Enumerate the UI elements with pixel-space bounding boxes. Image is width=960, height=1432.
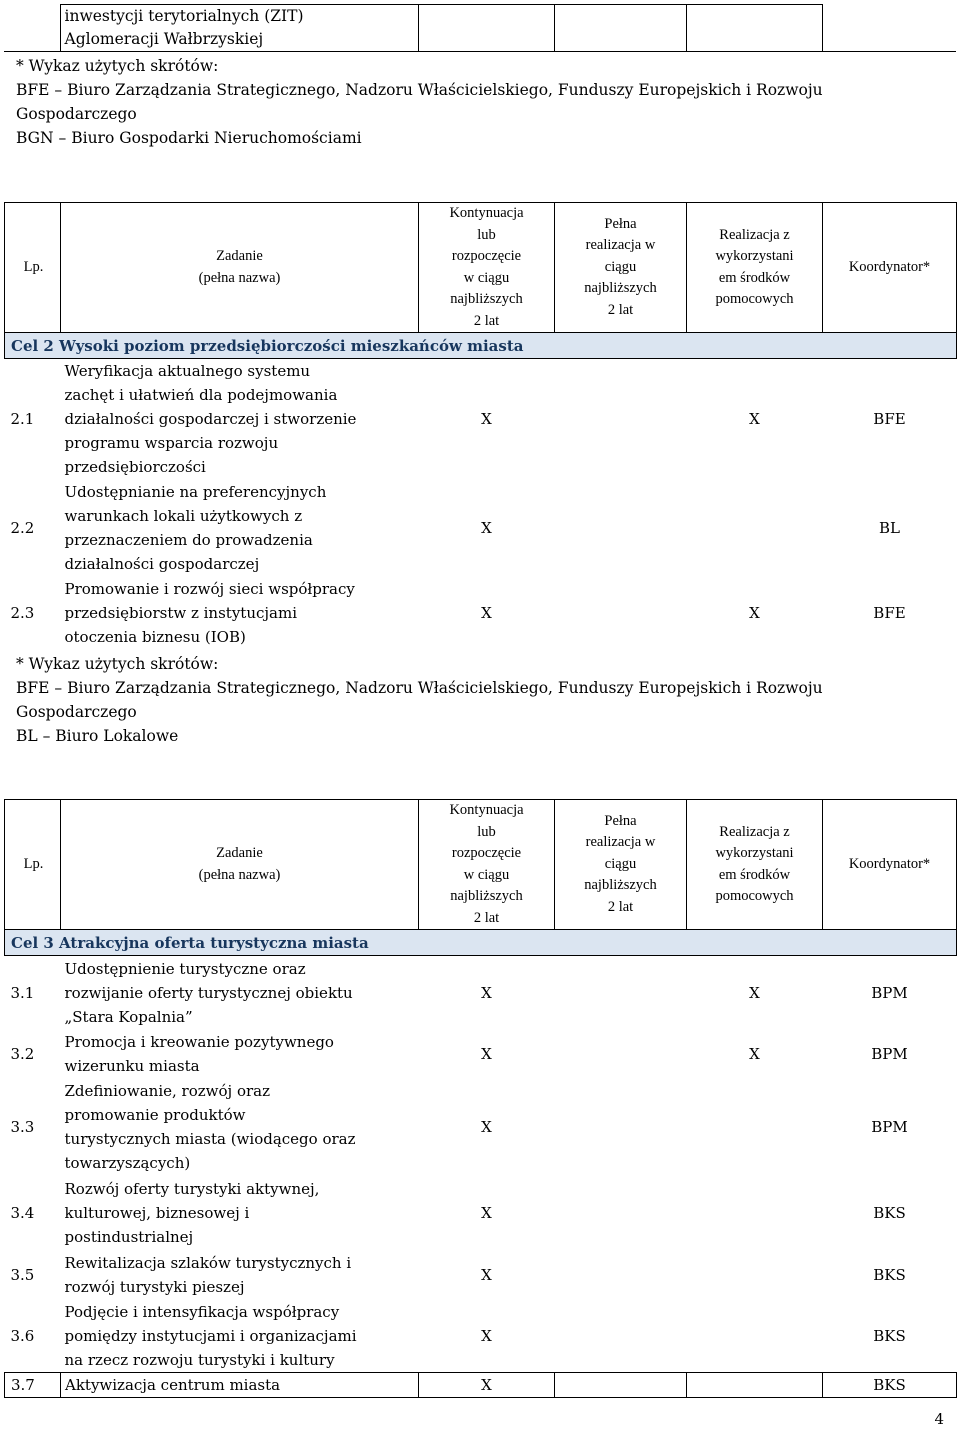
task-line: działalności gospodarczej	[64, 555, 260, 573]
goal-2-table	[4, 202, 957, 649]
table-row	[5, 1030, 957, 1078]
table-row	[5, 577, 957, 649]
row-coord: BKS	[823, 1372, 957, 1397]
task-line: zachęt i ułatwień dla podejmowania	[64, 386, 338, 404]
note-line: BFE – Biuro Zarządzania Strategicznego, Nadzoru Właścicielskiego, Funduszy Europejskich i Rozwoju	[16, 81, 823, 99]
task-line: Weryfikacja aktualnego systemu	[64, 362, 311, 380]
row-full	[555, 956, 687, 1030]
table-row	[5, 1078, 957, 1176]
row-coord: BPM	[871, 1117, 908, 1136]
goal-row	[5, 930, 957, 956]
note-line: Gospodarczego	[16, 105, 137, 123]
row-full	[555, 1078, 687, 1176]
task-line: rozwój turystyki pieszej	[64, 1277, 245, 1296]
row-task	[61, 956, 419, 1030]
col-full-line: najbliższych	[584, 280, 657, 297]
row-coord: BFE	[873, 410, 906, 428]
col-task	[61, 800, 419, 930]
col-aux-line: em środków	[718, 866, 791, 883]
table-row	[5, 1372, 957, 1397]
row-aux: X	[749, 983, 760, 1002]
table-row	[5, 1300, 957, 1373]
col-cont-line: 2 lat	[473, 909, 500, 926]
table-header	[5, 203, 957, 333]
col-task-line: (pełna nazwa)	[198, 269, 281, 286]
row-lp: 2.1	[10, 410, 35, 428]
col-cont-line: Kontynuacja	[449, 205, 524, 221]
col-cont-line: lub	[477, 823, 496, 840]
row-task	[61, 1250, 419, 1300]
col-aux-line: wykorzystani	[715, 248, 794, 264]
row-full	[555, 479, 687, 577]
row-coord: BKS	[873, 1265, 906, 1284]
row-coord: BL	[879, 519, 900, 537]
col-aux-line: Realizacja z	[719, 823, 790, 840]
task-line: postindustrialnej	[64, 1227, 194, 1246]
col-full-line: ciągu	[604, 258, 637, 275]
col-continuation	[419, 203, 555, 333]
row-task	[61, 1030, 419, 1078]
row-cont: X	[481, 1265, 492, 1284]
col-aid-funds	[687, 800, 823, 930]
row-full	[555, 1030, 687, 1078]
row-task	[61, 1300, 419, 1373]
col-cont-line: rozpoczęcie	[451, 248, 522, 264]
row-lp: 3.6	[10, 1326, 35, 1345]
col-aux-line: pomocowych	[715, 888, 794, 904]
task-line: przedsiębiorstw z instytucjami	[64, 604, 297, 622]
abbreviations-note-1	[16, 54, 946, 150]
col-lp: Lp.	[5, 203, 61, 333]
note-line: BGN – Biuro Gospodarki Nieruchomościami	[16, 129, 362, 147]
row-aux	[687, 1176, 823, 1250]
task-line: Promowanie i rozwój sieci współpracy	[64, 580, 355, 598]
col-lp: Lp.	[5, 800, 61, 930]
task-line: programu wsparcia rozwoju	[64, 434, 279, 452]
table-row	[5, 1250, 957, 1300]
col-cont-line: lub	[477, 226, 496, 243]
col-full-realization	[555, 800, 687, 930]
task-line: promowanie produktów	[64, 1105, 246, 1124]
page-number: 4	[934, 1410, 944, 1428]
row-cont: X	[481, 519, 492, 537]
row-aux	[687, 1078, 823, 1176]
col-task-line: Zadanie	[216, 845, 263, 861]
row-cont: X	[481, 1044, 492, 1063]
task-line: Rozwój oferty turystyki aktywnej,	[64, 1179, 320, 1198]
row-aux	[687, 1372, 823, 1397]
row-lp: 2.2	[10, 519, 35, 537]
task-line: przeznaczeniem do prowadzenia	[64, 531, 313, 549]
col-aux-line: em środków	[718, 269, 791, 286]
note-line: Gospodarczego	[16, 703, 137, 721]
row-task	[61, 359, 419, 480]
task-line: wizerunku miasta	[64, 1056, 200, 1075]
row-coord: BPM	[871, 983, 908, 1002]
row-cont: X	[419, 1372, 555, 1397]
task-line: turystycznych miasta (wiodącego oraz	[64, 1129, 356, 1148]
task-line: kulturowej, biznesowej i	[64, 1203, 250, 1222]
col-aux-line: Realizacja z	[719, 226, 790, 243]
col-full-line: realizacja w	[585, 834, 656, 851]
row-full	[555, 577, 687, 649]
task-line: Podjęcie i intensyfikacja współpracy	[64, 1302, 340, 1321]
row-full	[555, 1250, 687, 1300]
col-aux-line: wykorzystani	[715, 845, 794, 861]
task-line: Udostępnienie turystyczne oraz	[64, 959, 306, 978]
col-cont-line: 2 lat	[473, 312, 500, 329]
row-lp: 3.5	[10, 1265, 35, 1284]
row-lp: 2.3	[10, 604, 35, 622]
row-lp: 3.7	[5, 1372, 61, 1397]
col-aid-funds	[687, 203, 823, 333]
task-line: warunkach lokali użytkowych z	[64, 507, 303, 525]
row-cont: X	[481, 983, 492, 1002]
task-line: otoczenia biznesu (IOB)	[64, 628, 246, 646]
task-line: Udostępnianie na preferencyjnych	[64, 483, 327, 501]
row-aux: X	[749, 604, 760, 622]
row-aux	[687, 479, 823, 577]
row-coord: BKS	[873, 1326, 906, 1345]
row-task	[61, 1078, 419, 1176]
task-line: działalności gospodarczej i stworzenie	[64, 410, 357, 428]
table-row	[5, 956, 957, 1030]
task-line: na rzecz rozwoju turystyki i kultury	[64, 1350, 335, 1369]
row-cont: X	[481, 1117, 492, 1136]
note-line: BFE – Biuro Zarządzania Strategicznego, Nadzoru Właścicielskiego, Funduszy Europejskich i Rozwoju	[16, 679, 823, 697]
goal-title: Cel 2 Wysoki poziom przedsiębiorczości mieszkańców miasta	[5, 333, 957, 359]
col-aux-line: pomocowych	[715, 291, 794, 307]
col-cont-line: rozpoczęcie	[451, 845, 522, 861]
row-full	[555, 359, 687, 480]
task-line: Aktywizacja centrum miasta	[65, 1375, 281, 1394]
abbreviations-note-2	[16, 652, 946, 748]
row-cont: X	[481, 1203, 492, 1222]
goal-3-table	[4, 799, 957, 1398]
row-full	[555, 1176, 687, 1250]
col-full-line: 2 lat	[607, 301, 634, 318]
row-aux	[687, 1250, 823, 1300]
goal-title: Cel 3 Atrakcyjna oferta turystyczna miasta	[5, 930, 957, 956]
row-lp: 3.3	[10, 1117, 35, 1136]
row-cont: X	[481, 410, 492, 428]
table-header	[5, 800, 957, 930]
task-line: „Stara Kopalnia”	[64, 1007, 193, 1026]
col-cont-line: w ciągu	[463, 269, 510, 286]
col-full-line: Pełna	[604, 215, 637, 232]
note-line: BL – Biuro Lokalowe	[16, 727, 179, 745]
col-full-line: 2 lat	[607, 898, 634, 915]
task-line: towarzyszących)	[64, 1153, 191, 1172]
row-full	[555, 1372, 687, 1397]
previous-task-line: inwestycji terytorialnych (ZIT)	[64, 7, 304, 25]
table-row	[5, 1176, 957, 1250]
col-coordinator: Koordynator*	[823, 203, 957, 333]
row-lp: 3.4	[10, 1203, 35, 1222]
previous-task-line: Aglomeracji Wałbrzyskiej	[64, 30, 264, 48]
col-cont-line: najbliższych	[450, 888, 523, 904]
row-task	[61, 1372, 419, 1397]
row-coord: BPM	[871, 1044, 908, 1063]
row-lp: 3.2	[10, 1044, 35, 1063]
row-task	[61, 577, 419, 649]
task-line: przedsiębiorczości	[64, 458, 206, 476]
previous-table-fragment	[4, 4, 956, 52]
col-full-line: realizacja w	[585, 237, 656, 254]
col-full-line: Pełna	[604, 812, 637, 829]
previous-task-cell	[60, 5, 418, 52]
row-aux: X	[749, 1044, 760, 1063]
row-cont: X	[481, 1326, 492, 1345]
note-title: * Wykaz użytych skrótów:	[16, 655, 219, 673]
col-task-line: Zadanie	[216, 248, 263, 264]
col-cont-line: najbliższych	[450, 291, 523, 307]
task-line: Rewitalizacja szlaków turystycznych i	[64, 1253, 352, 1272]
task-line: Zdefiniowanie, rozwój oraz	[64, 1081, 270, 1100]
col-cont-line: Kontynuacja	[449, 802, 524, 818]
col-continuation	[419, 800, 555, 930]
row-cont: X	[481, 604, 492, 622]
task-line: pomiędzy instytucjami i organizacjami	[64, 1326, 357, 1345]
row-task	[61, 479, 419, 577]
note-title: * Wykaz użytych skrótów:	[16, 57, 219, 75]
col-full-line: ciągu	[604, 855, 637, 872]
goal-row	[5, 333, 957, 359]
table-row	[5, 479, 957, 577]
col-full-realization	[555, 203, 687, 333]
row-coord: BKS	[873, 1203, 906, 1222]
task-line: Promocja i kreowanie pozytywnego	[64, 1032, 334, 1051]
row-aux: X	[749, 410, 760, 428]
col-coordinator: Koordynator*	[823, 800, 957, 930]
table-row	[5, 359, 957, 480]
row-coord: BFE	[873, 604, 906, 622]
task-line: rozwijanie oferty turystycznej obiektu	[64, 983, 353, 1002]
row-aux	[687, 1300, 823, 1373]
row-full	[555, 1300, 687, 1373]
col-full-line: najbliższych	[584, 877, 657, 894]
row-task	[61, 1176, 419, 1250]
col-task	[61, 203, 419, 333]
row-lp: 3.1	[10, 983, 35, 1002]
col-task-line: (pełna nazwa)	[198, 866, 281, 883]
col-cont-line: w ciągu	[463, 866, 510, 883]
